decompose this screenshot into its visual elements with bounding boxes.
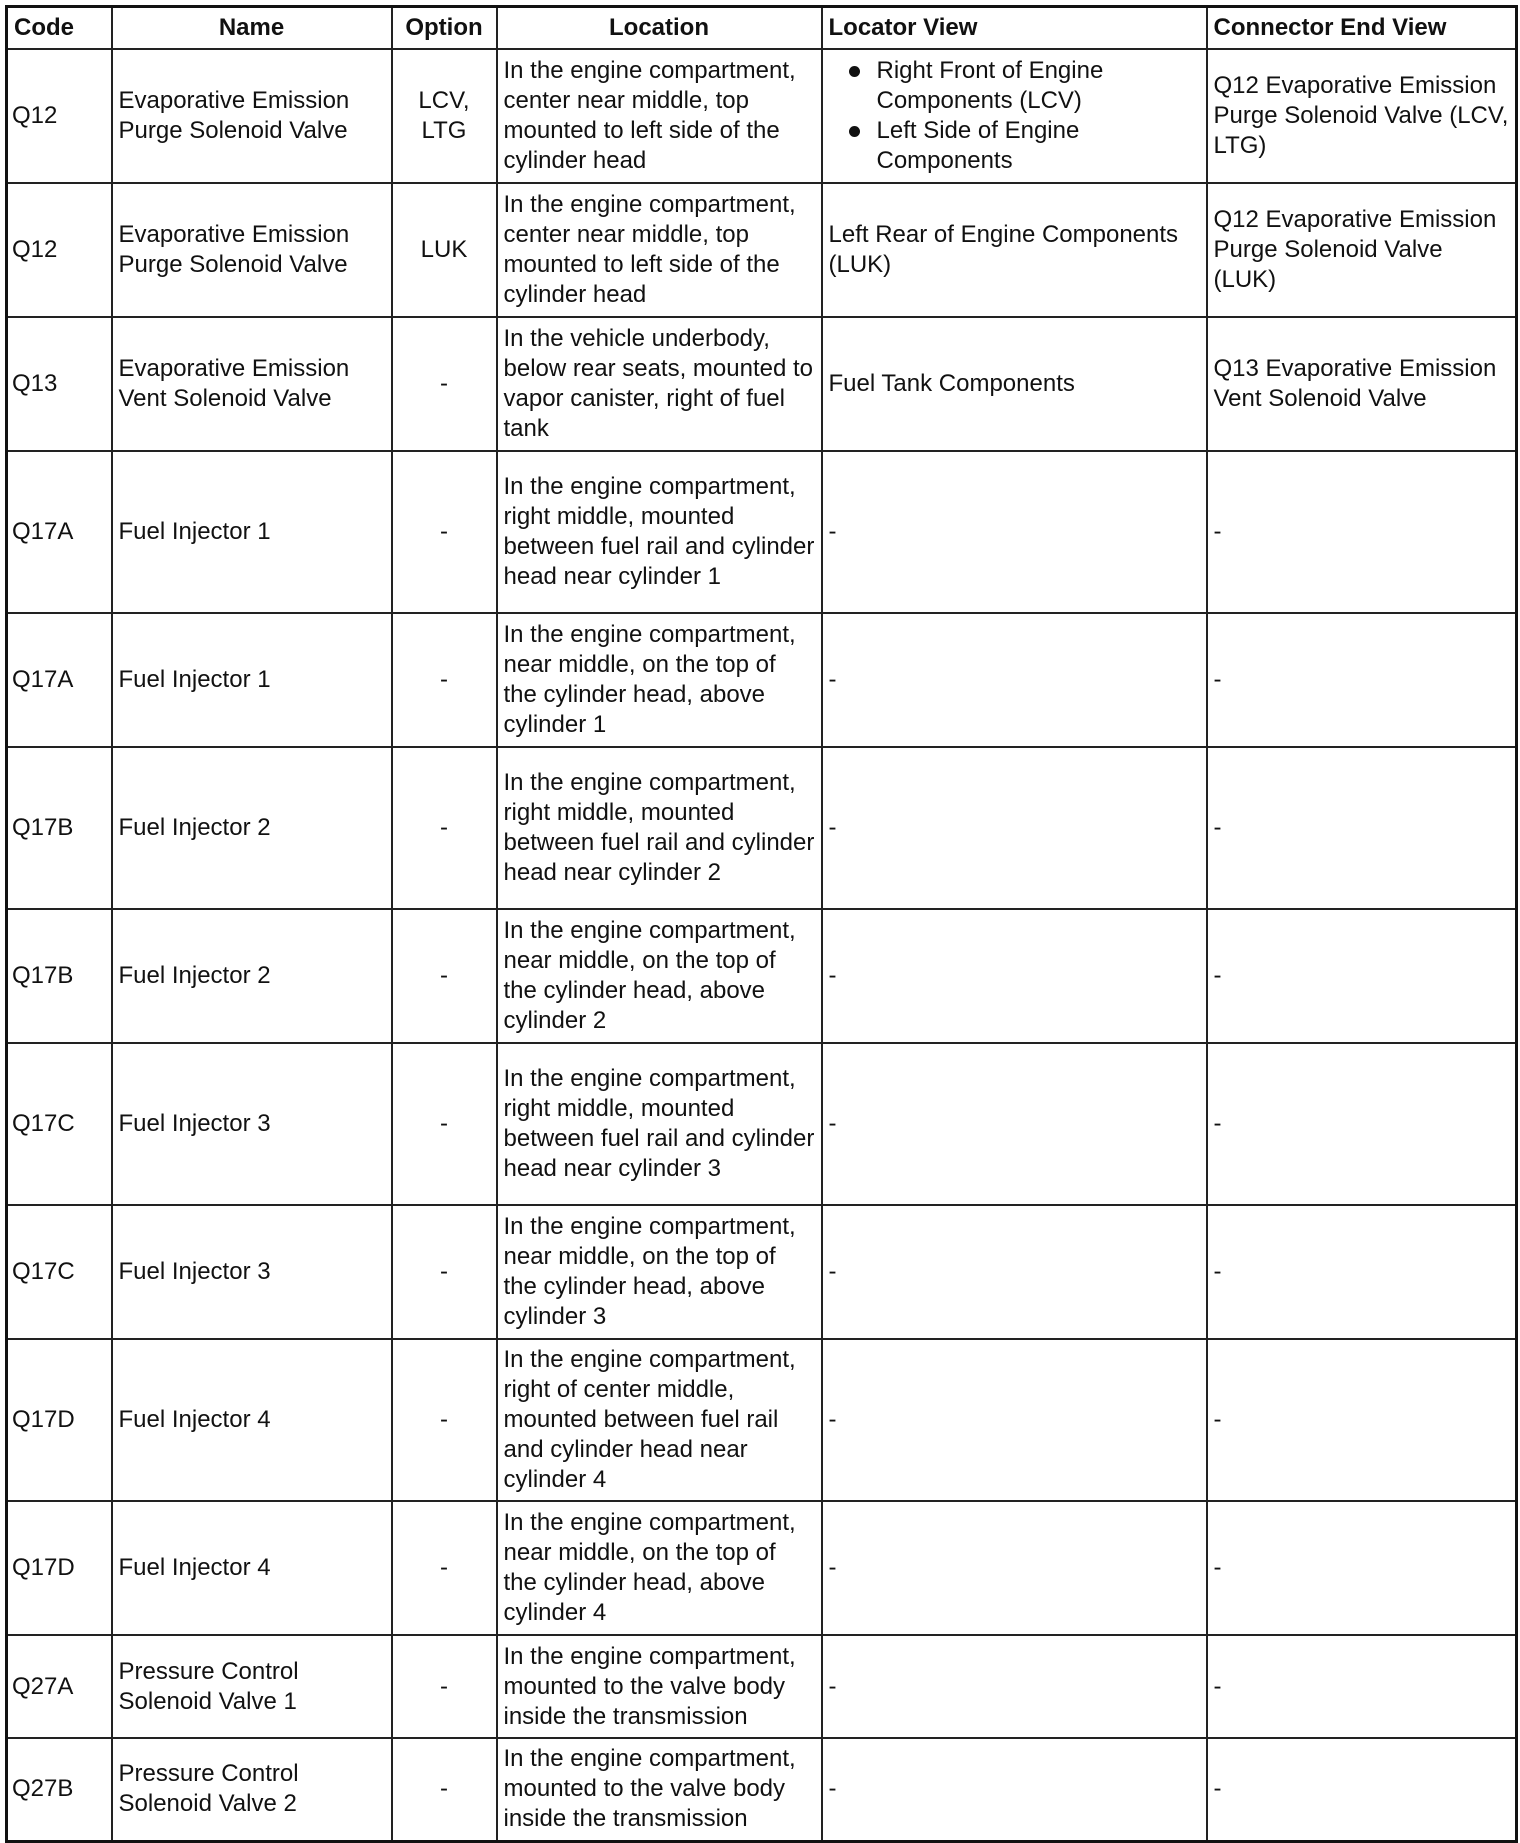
locator-bullet-list bbox=[829, 56, 1200, 176]
cell-code: Q12 bbox=[7, 183, 112, 317]
locator-bullet-item: Left Side of Engine Components bbox=[829, 116, 1200, 176]
cell-locator: - bbox=[822, 1738, 1207, 1841]
cell-name: Pressure Control Solenoid Valve 2 bbox=[112, 1738, 392, 1841]
cell-code: Q12 bbox=[7, 49, 112, 183]
cell-code: Q17A bbox=[7, 613, 112, 747]
cell-name: Pressure Control Solenoid Valve 1 bbox=[112, 1635, 392, 1738]
cell-location: In the engine compartment, near middle, on the top of the cylinder head, above cylinder 2 bbox=[497, 909, 822, 1043]
cell-connector: - bbox=[1207, 747, 1517, 909]
cell-connector: - bbox=[1207, 1501, 1517, 1635]
table-row bbox=[7, 451, 1517, 613]
cell-locator bbox=[822, 49, 1207, 183]
cell-option: - bbox=[392, 1635, 497, 1738]
cell-location: In the engine compartment, center near middle, top mounted to left side of the cylinder head bbox=[497, 183, 822, 317]
cell-connector: Q13 Evaporative Emission Vent Solenoid Valve bbox=[1207, 317, 1517, 451]
table-row bbox=[7, 1738, 1517, 1841]
cell-locator: - bbox=[822, 909, 1207, 1043]
cell-locator: - bbox=[822, 451, 1207, 613]
cell-location: In the engine compartment, right middle, mounted between fuel rail and cylinder head near cylinder 1 bbox=[497, 451, 822, 613]
cell-code: Q17B bbox=[7, 747, 112, 909]
cell-code: Q17D bbox=[7, 1501, 112, 1635]
table-header-row bbox=[7, 7, 1517, 50]
cell-locator: - bbox=[822, 1501, 1207, 1635]
cell-option: - bbox=[392, 1738, 497, 1841]
table-row bbox=[7, 613, 1517, 747]
cell-name: Fuel Injector 1 bbox=[112, 613, 392, 747]
header-location: Location bbox=[497, 7, 822, 50]
cell-connector: - bbox=[1207, 1205, 1517, 1339]
cell-connector: - bbox=[1207, 1339, 1517, 1501]
cell-code: Q17D bbox=[7, 1339, 112, 1501]
cell-location: In the engine compartment, right middle, mounted between fuel rail and cylinder head near cylinder 2 bbox=[497, 747, 822, 909]
cell-name: Fuel Injector 1 bbox=[112, 451, 392, 613]
cell-code: Q13 bbox=[7, 317, 112, 451]
cell-code: Q17A bbox=[7, 451, 112, 613]
cell-locator: - bbox=[822, 747, 1207, 909]
cell-option: - bbox=[392, 613, 497, 747]
cell-option: LUK bbox=[392, 183, 497, 317]
header-code: Code bbox=[7, 7, 112, 50]
cell-name: Fuel Injector 4 bbox=[112, 1339, 392, 1501]
cell-option: - bbox=[392, 451, 497, 613]
cell-code: Q17B bbox=[7, 909, 112, 1043]
cell-name: Fuel Injector 3 bbox=[112, 1205, 392, 1339]
table-row bbox=[7, 909, 1517, 1043]
cell-connector: - bbox=[1207, 1635, 1517, 1738]
cell-name: Fuel Injector 3 bbox=[112, 1043, 392, 1205]
cell-location: In the vehicle underbody, below rear seats, mounted to vapor canister, right of fuel tank bbox=[497, 317, 822, 451]
cell-connector: Q12 Evaporative Emission Purge Solenoid Valve (LUK) bbox=[1207, 183, 1517, 317]
cell-code: Q17C bbox=[7, 1205, 112, 1339]
cell-code: Q27B bbox=[7, 1738, 112, 1841]
cell-name: Fuel Injector 4 bbox=[112, 1501, 392, 1635]
cell-locator: - bbox=[822, 1339, 1207, 1501]
cell-name: Evaporative Emission Purge Solenoid Valve bbox=[112, 49, 392, 183]
cell-name: Evaporative Emission Vent Solenoid Valve bbox=[112, 317, 392, 451]
cell-connector: - bbox=[1207, 451, 1517, 613]
cell-location: In the engine compartment, mounted to the valve body inside the transmission bbox=[497, 1635, 822, 1738]
cell-location: In the engine compartment, near middle, on the top of the cylinder head, above cylinder 1 bbox=[497, 613, 822, 747]
cell-connector: - bbox=[1207, 1043, 1517, 1205]
cell-name: Fuel Injector 2 bbox=[112, 747, 392, 909]
cell-option: - bbox=[392, 747, 497, 909]
table-body bbox=[7, 49, 1517, 1841]
cell-connector: - bbox=[1207, 1738, 1517, 1841]
component-locator-table bbox=[5, 5, 1518, 1843]
table-row bbox=[7, 49, 1517, 183]
cell-option: - bbox=[392, 909, 497, 1043]
cell-locator: - bbox=[822, 1635, 1207, 1738]
table-row bbox=[7, 317, 1517, 451]
table-row bbox=[7, 1205, 1517, 1339]
cell-code: Q17C bbox=[7, 1043, 112, 1205]
cell-location: In the engine compartment, right middle, mounted between fuel rail and cylinder head near cylinder 3 bbox=[497, 1043, 822, 1205]
header-locator-view: Locator View bbox=[822, 7, 1207, 50]
cell-location: In the engine compartment, right of center middle, mounted between fuel rail and cylinder head near cylinder 4 bbox=[497, 1339, 822, 1501]
document-page bbox=[5, 5, 1515, 1843]
header-name: Name bbox=[112, 7, 392, 50]
cell-code: Q27A bbox=[7, 1635, 112, 1738]
cell-option: - bbox=[392, 317, 497, 451]
cell-option: - bbox=[392, 1501, 497, 1635]
table-row bbox=[7, 1635, 1517, 1738]
cell-location: In the engine compartment, near middle, on the top of the cylinder head, above cylinder 4 bbox=[497, 1501, 822, 1635]
header-option: Option bbox=[392, 7, 497, 50]
table-row bbox=[7, 1043, 1517, 1205]
cell-location: In the engine compartment, near middle, on the top of the cylinder head, above cylinder 3 bbox=[497, 1205, 822, 1339]
cell-option: - bbox=[392, 1205, 497, 1339]
cell-option: - bbox=[392, 1339, 497, 1501]
table-row bbox=[7, 747, 1517, 909]
cell-connector: Q12 Evaporative Emission Purge Solenoid Valve (LCV, LTG) bbox=[1207, 49, 1517, 183]
cell-connector: - bbox=[1207, 613, 1517, 747]
cell-location: In the engine compartment, center near middle, top mounted to left side of the cylinder head bbox=[497, 49, 822, 183]
cell-name: Evaporative Emission Purge Solenoid Valve bbox=[112, 183, 392, 317]
table-row bbox=[7, 1501, 1517, 1635]
table-row bbox=[7, 1339, 1517, 1501]
cell-connector: - bbox=[1207, 909, 1517, 1043]
header-connector-end-view: Connector End View bbox=[1207, 7, 1517, 50]
cell-locator: Left Rear of Engine Components (LUK) bbox=[822, 183, 1207, 317]
cell-locator: - bbox=[822, 1205, 1207, 1339]
cell-name: Fuel Injector 2 bbox=[112, 909, 392, 1043]
cell-locator: - bbox=[822, 1043, 1207, 1205]
locator-bullet-item: Right Front of Engine Components (LCV) bbox=[829, 56, 1200, 116]
cell-locator: Fuel Tank Components bbox=[822, 317, 1207, 451]
cell-location: In the engine compartment, mounted to the valve body inside the transmission bbox=[497, 1738, 822, 1841]
cell-option: - bbox=[392, 1043, 497, 1205]
cell-locator: - bbox=[822, 613, 1207, 747]
cell-option: LCV, LTG bbox=[392, 49, 497, 183]
table-row bbox=[7, 183, 1517, 317]
